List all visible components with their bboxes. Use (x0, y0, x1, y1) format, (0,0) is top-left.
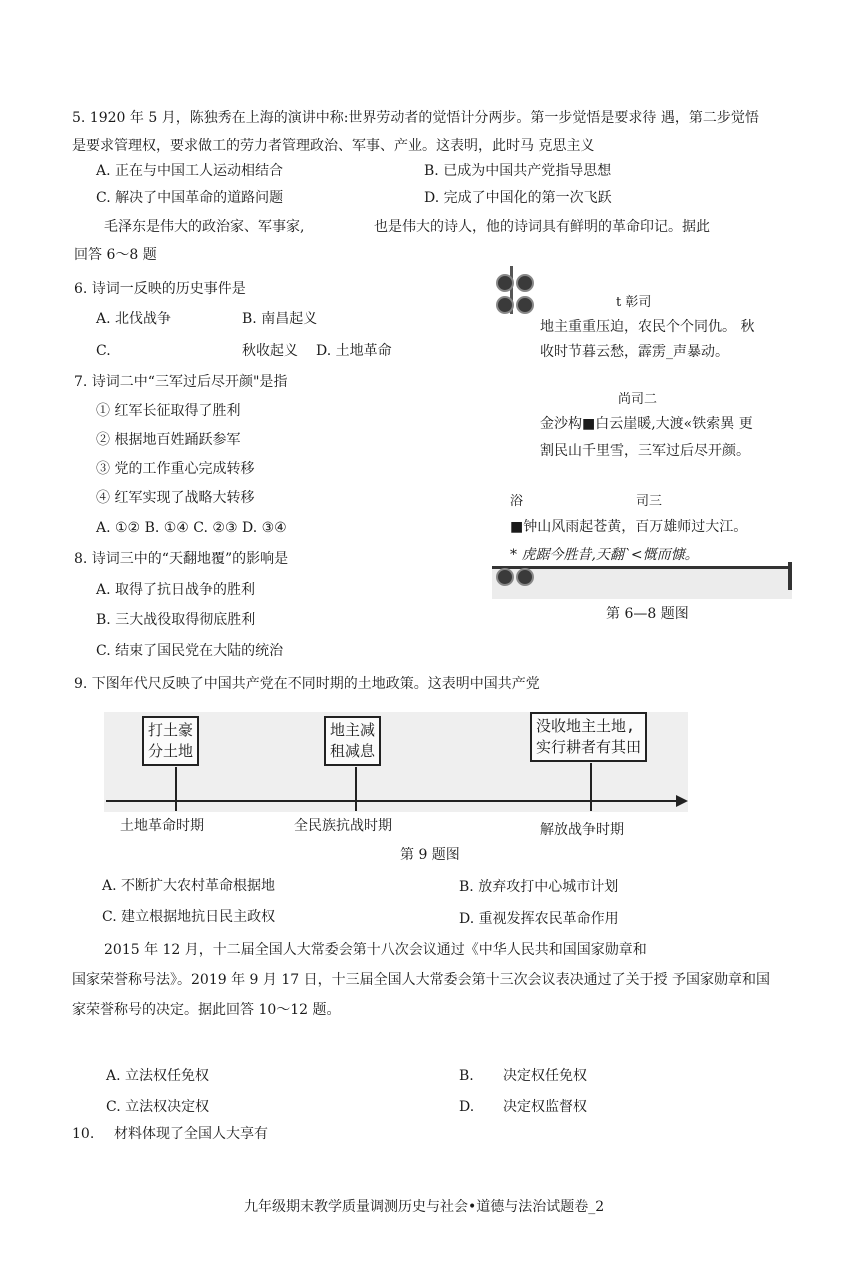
scroll-ring (496, 568, 514, 586)
q8-option-a: A. 取得了抗日战争的胜利 (96, 582, 256, 598)
intro10-line1: 2015 年 12 月，十二届全国人大常委会第十八次会议通过《中华人民共和国国家勋章和 (104, 942, 647, 958)
timeline-box-3 (530, 712, 647, 762)
timeline-period-3: 解放战争时期 (540, 822, 624, 838)
scroll-ring (516, 274, 534, 292)
timeline-box-1-line2: 分土地 (148, 742, 194, 760)
q5-option-a: A. 正在与中国工人运动相结合 (96, 163, 284, 179)
q8-option-b: B. 三大战役取得彻底胜利 (96, 612, 256, 628)
q5-stem-line1: 5. 1920 年 5 月，陈独秀在上海的演讲中称:世界劳动者的觉悟计分两步。第一步觉悟是要求待 遇，第二步觉悟 (72, 110, 759, 126)
q7-item-2: ② 根据地百姓踊跃参军 (96, 432, 241, 448)
q6-stem: 6. 诗词一反映的历史事件是 (74, 281, 246, 297)
intro10-line2: 国家荣誉称号法》。2019 年 9 月 17 日，十三届全国人大常委会第十三次会议表决通过了关于授 予国家勋章和国 (72, 972, 771, 988)
q9-option-b: B. 放弃攻打中心城市计划 (459, 879, 619, 895)
q10-option-c: C. 立法权决定权 (106, 1099, 210, 1115)
intro6-line1b: 也是伟大的诗人，他的诗词具有鲜明的革命印记。据此 (374, 219, 710, 235)
timeline-box-3-line1: 没收地主土地, (536, 717, 636, 735)
q9-option-a: A. 不断扩大农村革命根据地 (102, 878, 276, 894)
q6-option-c-text: 秋收起义 (242, 343, 298, 359)
q7-options: A. ①② B. ①④ C. ②③ D. ③④ (96, 520, 287, 536)
poem3-title-a: 浴 (510, 494, 524, 509)
poem2-line2: 割民山千里雪，三军过后尽开颜。 (540, 443, 750, 459)
q10-option-b-label: B. (459, 1068, 474, 1084)
timeline-box-2-line1: 地主减 (330, 721, 376, 739)
scroll-bottom (492, 566, 792, 599)
q9-option-c: C. 建立根据地抗日民主政权 (102, 909, 276, 925)
timeline-period-2: 全民族抗战时期 (294, 818, 392, 834)
scroll-ring (496, 296, 514, 314)
timeline-connector-1 (175, 767, 177, 811)
poem3-title-b: 司三 (636, 494, 663, 509)
q10-stem: 材料体现了全国人大享有 (114, 1126, 268, 1142)
poem3-line2: * 虎踞今胜昔,天翻`<慨而慷。 (510, 547, 699, 563)
page-footer: 九年级期末教学质量调测历史与社会•道德与法治试题卷_2 (244, 1199, 605, 1215)
scroll-bottom-edge (788, 562, 792, 590)
q10-option-d-text: 决定权监督权 (503, 1099, 587, 1115)
q6-option-a: A. 北伐战争 (96, 311, 172, 327)
timeline-period-1: 土地革命时期 (120, 818, 204, 834)
q6-option-c-label: C. (96, 343, 111, 359)
q7-item-3: ③ 党的工作重心完成转移 (96, 461, 255, 477)
q7-stem: 7. 诗词二中“三军过后尽开颜"是指 (74, 374, 288, 390)
timeline-box-3-line2: 实行耕者有其田 (536, 738, 642, 756)
timeline-axis (106, 800, 682, 802)
q10-option-d-label: D. (459, 1099, 475, 1115)
timeline-connector-3 (590, 763, 592, 811)
intro6-line2: 回答 6～8 题 (74, 247, 157, 263)
q6-option-b: B. 南昌起义 (242, 311, 318, 327)
timeline-box-1 (142, 716, 199, 766)
poem2-line1: 金沙构■白云崖暖,大渡«铁索異 更 (540, 416, 753, 432)
q10-option-a: A. 立法权任免权 (106, 1068, 210, 1084)
poem3-line1: ■钟山风雨起苍黄，百万雄师过大江。 (510, 519, 748, 535)
scroll-ring (496, 274, 514, 292)
q5-option-c: C. 解决了中国革命的道路问题 (96, 190, 284, 206)
poem1-title: t 彰司 (616, 295, 652, 310)
timeline-caption: 第 9 题图 (400, 847, 460, 863)
q7-item-4: ④ 红军实现了战略大转移 (96, 490, 255, 506)
q5-option-b: B. 已成为中国共产党指导思想 (424, 163, 612, 179)
scroll-ring (516, 568, 534, 586)
poem-figure-caption: 第 6—8 题图 (606, 606, 689, 622)
q8-stem: 8. 诗词三中的“天翻地覆”的影响是 (74, 551, 289, 567)
poem2-title: 尚司二 (618, 392, 658, 407)
q7-item-1: ① 红军长征取得了胜利 (96, 403, 241, 419)
timeline-box-1-line1: 打土豪 (148, 721, 194, 739)
q10-number: 10. (72, 1126, 95, 1142)
q10-option-b-text: 决定权任免权 (503, 1068, 587, 1084)
scroll-ring (516, 296, 534, 314)
timeline-box-2 (324, 716, 381, 766)
timeline-box-2-line2: 租减息 (330, 742, 376, 760)
poem1-line2: 收时节暮云愁，霹雳_声暴动。 (540, 344, 729, 360)
intro10-line3: 家荣誉称号的决定。据此回答 10～12 题。 (72, 1002, 341, 1018)
q5-stem-line2: 是要求管理权，要求做工的劳力者管理政治、军事、产业。这表明，此时马 克思主义 (72, 138, 595, 154)
q5-option-d: D. 完成了中国化的第一次飞跃 (424, 190, 612, 206)
poem1-line1: 地主重重压迫，农民个个同仇。 秋 (540, 319, 755, 335)
timeline-arrow (676, 795, 688, 807)
q9-stem: 9. 下图年代尺反映了中国共产党在不同时期的土地政策。这表明中国共产党 (74, 676, 540, 692)
timeline-connector-2 (355, 767, 357, 811)
intro6-line1a: 毛泽东是伟大的政治家、军事家, (104, 219, 305, 235)
q6-option-d: D. 土地革命 (316, 343, 392, 359)
q8-option-c: C. 结束了国民党在大陆的统治 (96, 643, 284, 659)
q9-option-d: D. 重视发挥农民革命作用 (459, 911, 619, 927)
